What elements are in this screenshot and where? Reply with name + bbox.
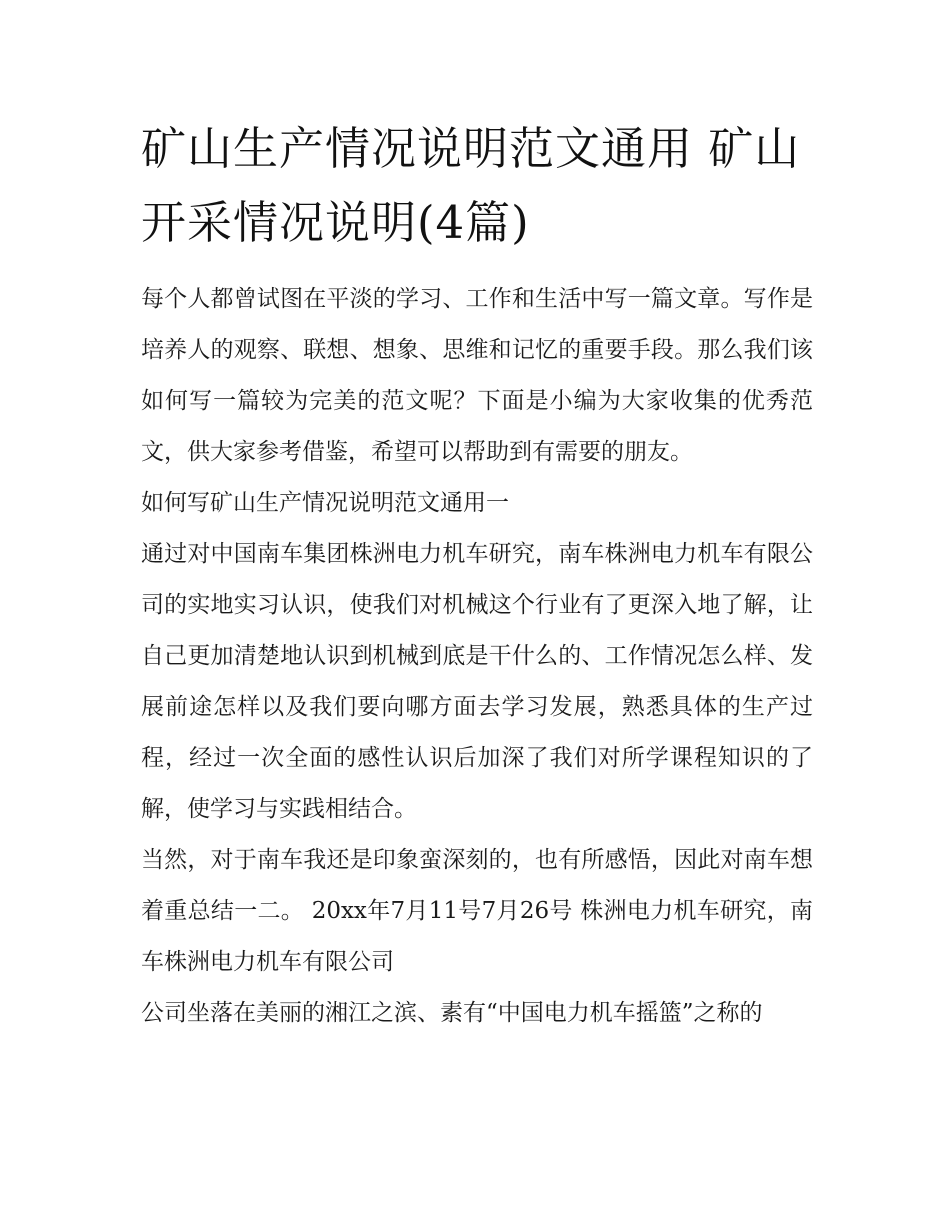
- body-paragraph: 通过对中国南车集团株洲电力机车研究，南车株洲电力机车有限公司的实地实习认识，使我们对机械这个行业有了更深入地了解，让自己更加清楚地认识到机械到底是干什么的、工作情况怎么样、发展前途怎样以及我们要向哪方面去学习发展，熟悉具体的生产过程，经过一次全面的感性认识后加深了我们对所学课程知识的了解，使学习与实践相结合。: [141, 541, 813, 822]
- section-heading: 如何写矿山生产情况说明范文通用一: [141, 490, 509, 516]
- body-paragraph: 公司坐落在美丽的湘江之滨、素有“中国电力机车摇篮”之称的: [141, 1000, 763, 1026]
- body-paragraph: 当然，对于南车我还是印象蛮深刻的，也有所感悟，因此对南车想着重总结一二。 20xx年7月11号7月26号 株洲电力机车研究，南车株洲电力机车有限公司: [141, 847, 813, 975]
- intro-paragraph: 每个人都曾试图在平淡的学习、工作和生活中写一篇文章。写作是培养人的观察、联想、想象、思维和记忆的重要手段。那么我们该如何写一篇较为完美的范文呢？下面是小编为大家收集的优秀范文，供大家参考借鉴，希望可以帮助到有需要的朋友。: [141, 286, 813, 465]
- document-body: [141, 112, 813, 1039]
- document-title: 矿山生产情况说明范文通用 矿山开采情况说明(4篇): [141, 122, 801, 249]
